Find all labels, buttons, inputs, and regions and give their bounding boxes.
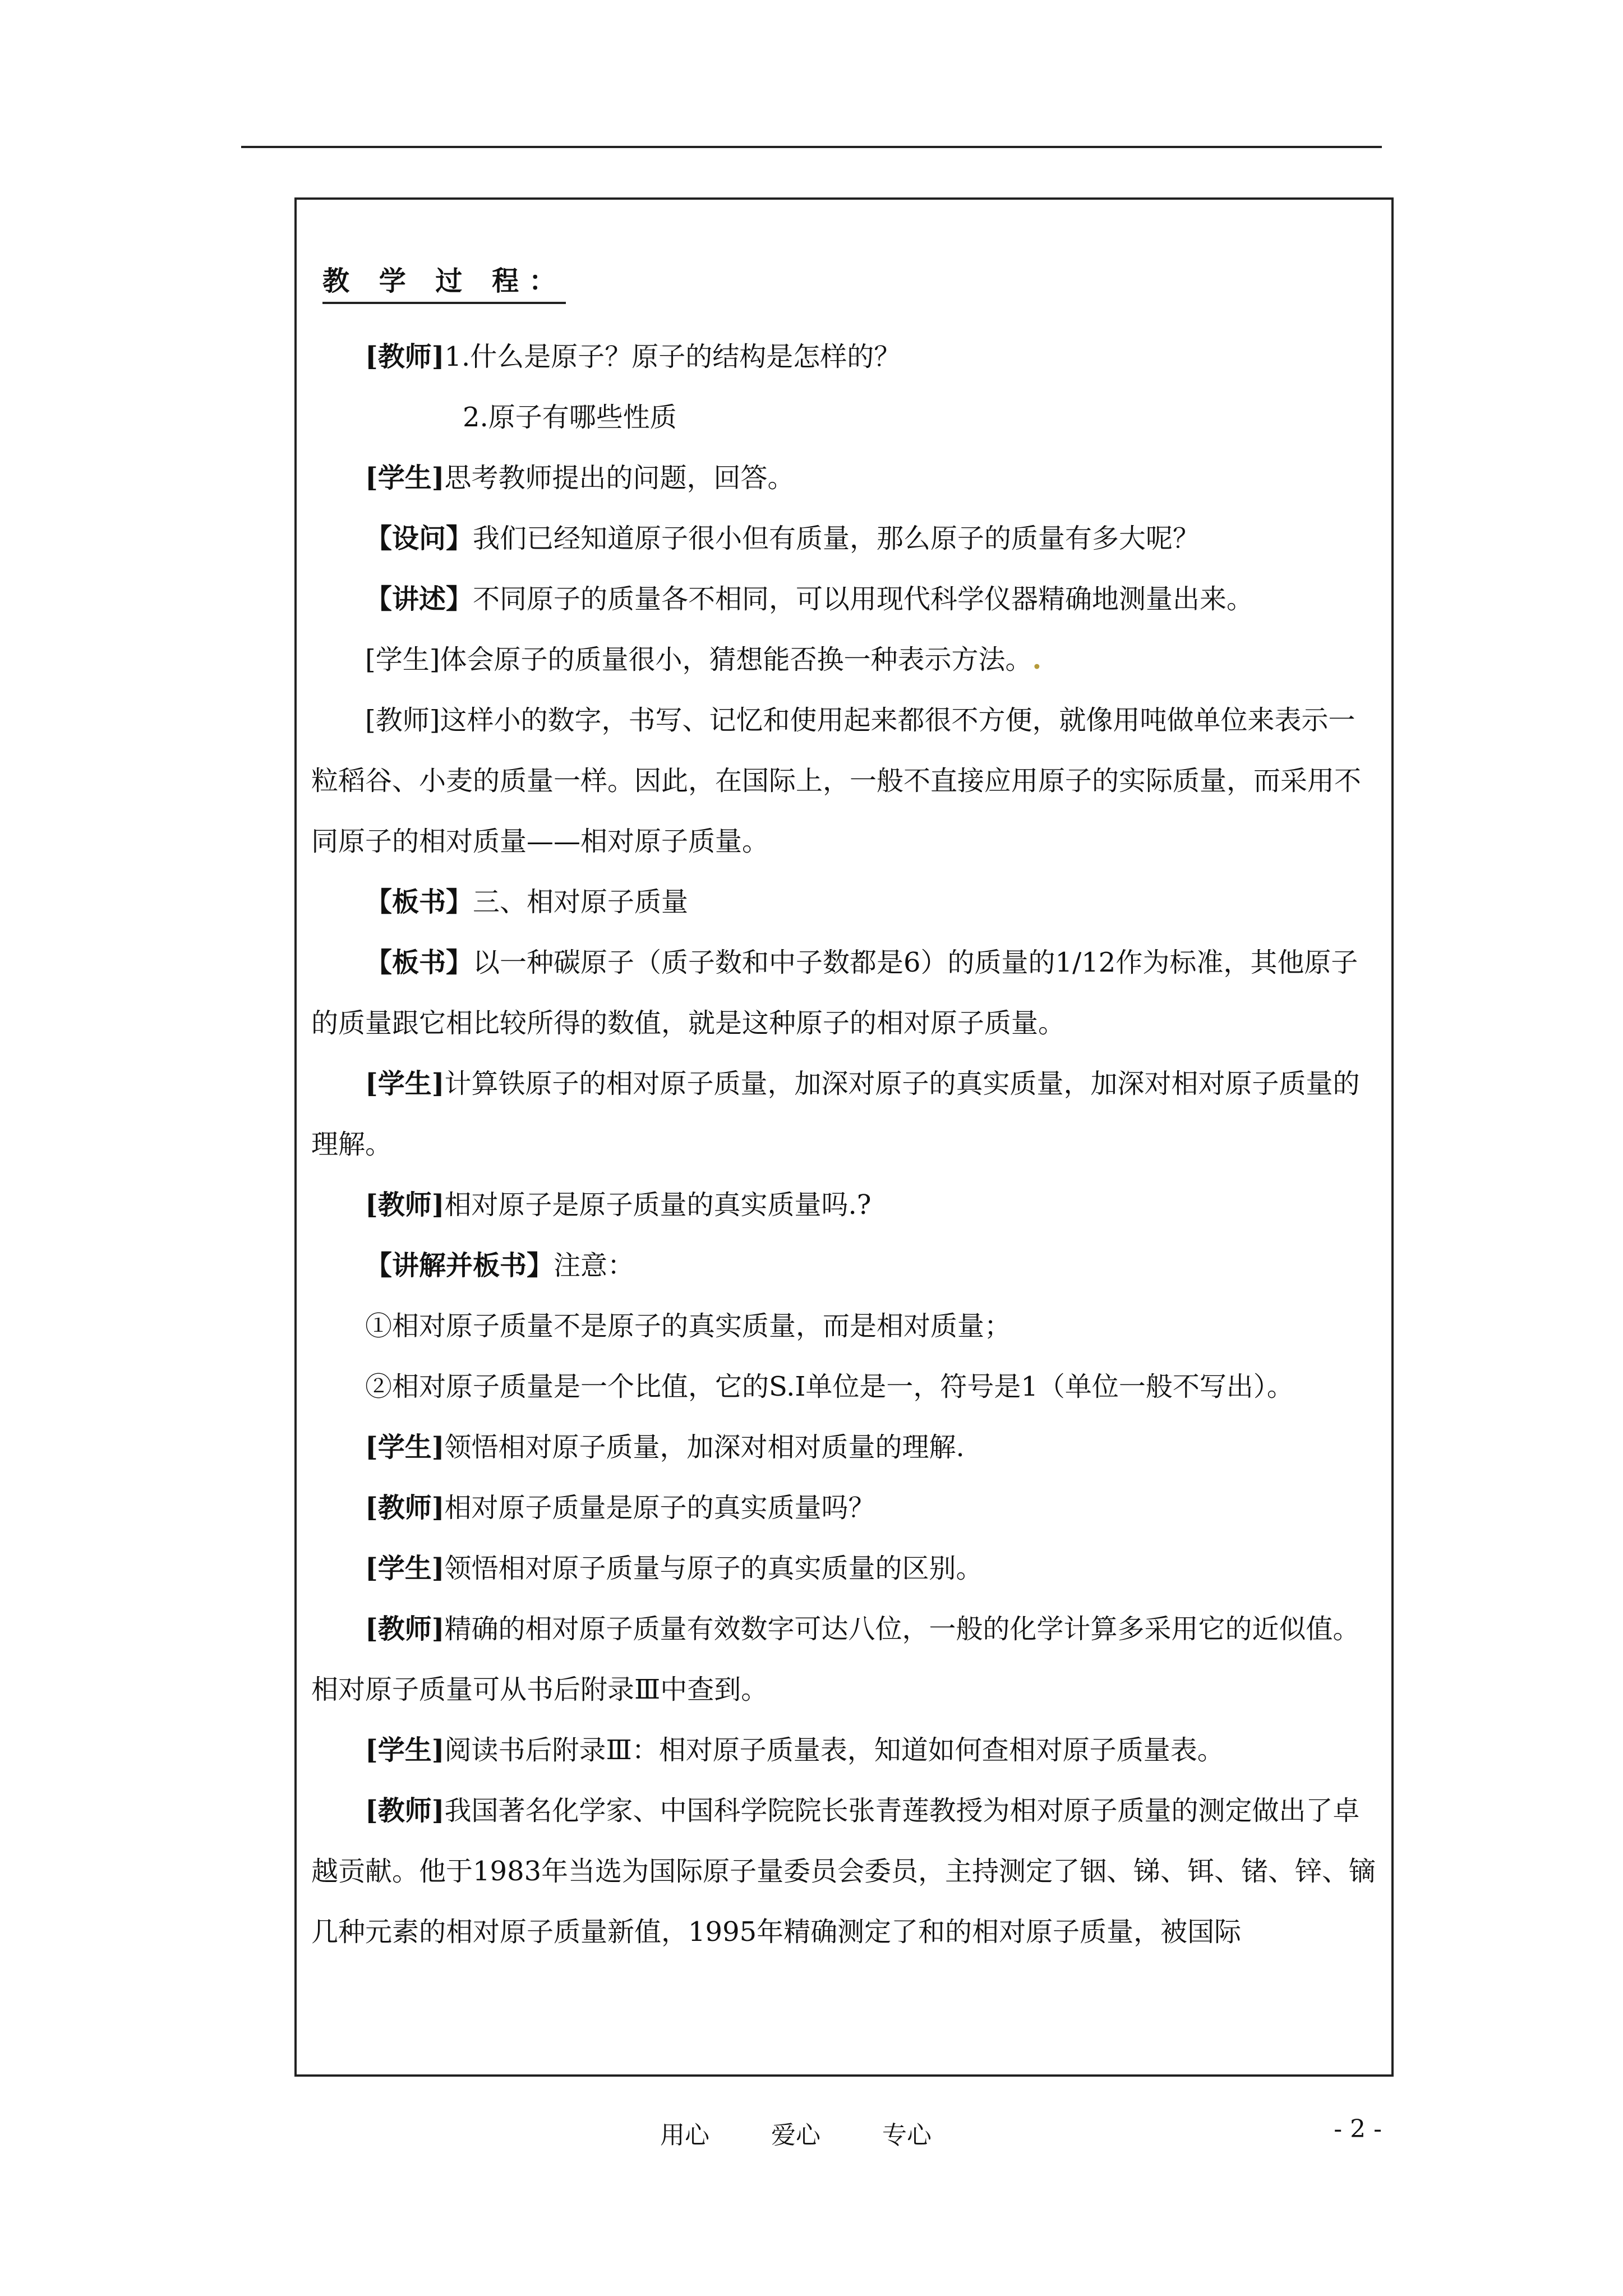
paragraph: [311, 1538, 1377, 1599]
speaker-tag: 【设问】: [365, 523, 473, 554]
page-number: - 2 -: [1334, 2115, 1382, 2143]
speaker-tag: [教师]: [365, 1492, 445, 1524]
paragraph: [311, 1235, 1377, 1296]
footer-motto-item: 爱心: [771, 2121, 820, 2150]
speaker-tag: [教师]: [365, 1189, 445, 1221]
paragraph-text: [学生]体会原子的质量很小，猜想能否换一种表示方法。: [365, 644, 1032, 675]
paragraph-text: ①相对原子质量不是原子的真实质量，而是相对质量；: [365, 1310, 1012, 1342]
document-body: [311, 264, 1377, 1962]
paragraph-text: 计算铁原子的相对原子质量，加深对原子的真实质量，加深对相对原子质量的理解。: [311, 1068, 1360, 1160]
paragraph-text: 相对原子是原子质量的真实质量吗.?: [444, 1189, 872, 1221]
paragraph-list: [311, 326, 1377, 1962]
paragraph-text: 相对原子质量是原子的真实质量吗？: [444, 1492, 875, 1524]
speaker-tag: 【板书】: [365, 886, 473, 918]
paragraph: [311, 448, 1377, 508]
paragraph: [311, 1296, 1377, 1356]
paragraph: [311, 1175, 1377, 1235]
speaker-tag: [教师]: [365, 1613, 445, 1645]
paragraph: [311, 1780, 1377, 1962]
paragraph: [311, 690, 1377, 872]
paragraph-text: 精确的相对原子质量有效数字可达八位，一般的化学计算多采用它的近似值。相对原子质量可从书后附录Ⅲ中查到。: [311, 1613, 1360, 1705]
paragraph: [311, 1720, 1377, 1780]
paragraph-text: [教师]这样小的数字，书写、记忆和使用起来都很不方便，就像用吨做单位来表示一粒稻谷、小麦的质量一样。因此，在国际上，一般不直接应用原子的实际质量，而采用不同原子的相对质量——相对原子质量。: [311, 705, 1362, 857]
footer-motto: [660, 2115, 932, 2151]
paragraph: [311, 1053, 1377, 1175]
paragraph: [311, 629, 1377, 690]
speaker-tag: [学生]: [365, 462, 445, 494]
paragraph-text: 思考教师提出的问题，回答。: [444, 462, 795, 494]
speaker-tag: [学生]: [365, 1068, 445, 1099]
paragraph: [311, 1478, 1377, 1538]
paragraph: [311, 872, 1377, 932]
paragraph-text: 阅读书后附录Ⅲ：相对原子质量表，知道如何查相对原子质量表。: [444, 1734, 1224, 1766]
speaker-tag: 【讲述】: [365, 583, 473, 615]
paragraph-text: 三、相对原子质量: [473, 886, 689, 918]
paragraph: [311, 569, 1377, 629]
paragraph-text: 领悟相对原子质量与原子的真实质量的区别。: [444, 1553, 983, 1584]
header-rule: [241, 146, 1382, 148]
paragraph-text: 1.什么是原子？原子的结构是怎样的？: [444, 341, 901, 372]
paragraph-text: 以一种碳原子（质子数和中子数都是6）的质量的1/12作为标准，其他原子的质量跟它相比较所得的数值，就是这种原子的相对原子质量。: [311, 947, 1358, 1039]
section-title: 教 学 过 程：: [322, 264, 566, 304]
footer-motto-item: 专心: [882, 2121, 932, 2150]
paragraph: [311, 1599, 1377, 1720]
paragraph: [311, 508, 1377, 569]
speaker-tag: [学生]: [365, 1432, 445, 1463]
paragraph-text: 注意：: [554, 1250, 635, 1281]
speaker-tag: 【板书】: [365, 947, 473, 978]
paragraph-text: 领悟相对原子质量，加深对相对质量的理解.: [444, 1432, 965, 1463]
footer-motto-item: 用心: [660, 2121, 709, 2150]
paragraph: [311, 1417, 1377, 1478]
paragraph-text: 我国著名化学家、中国科学院院长张青莲教授为相对原子质量的测定做出了卓越贡献。他于1983年当选为国际原子量委员会委员，主持测定了铟、锑、铒、锗、锌、镝几种元素的相对原子质量新值，1995年精确测定了和的相对原子质量，被国际: [311, 1795, 1376, 1948]
paragraph: [311, 932, 1377, 1053]
speaker-tag: [学生]: [365, 1553, 445, 1584]
speaker-tag: [教师]: [365, 1795, 445, 1826]
speaker-tag: [教师]: [365, 341, 445, 372]
paragraph-text: 不同原子的质量各不相同，可以用现代科学仪器精确地测量出来。: [473, 583, 1254, 615]
paragraph: [311, 326, 1377, 387]
paragraph: [311, 1356, 1377, 1417]
speaker-tag: [学生]: [365, 1734, 445, 1766]
paragraph-text: 2.原子有哪些性质: [463, 402, 677, 433]
paragraph: [311, 387, 1377, 448]
stray-mark: .: [1032, 644, 1042, 675]
paragraph-text: 我们已经知道原子很小但有质量，那么原子的质量有多大呢？: [473, 523, 1200, 554]
paragraph-text: ②相对原子质量是一个比值，它的S.I单位是一，符号是1（单位一般不写出）。: [365, 1371, 1294, 1402]
speaker-tag: 【讲解并板书】: [365, 1250, 554, 1281]
